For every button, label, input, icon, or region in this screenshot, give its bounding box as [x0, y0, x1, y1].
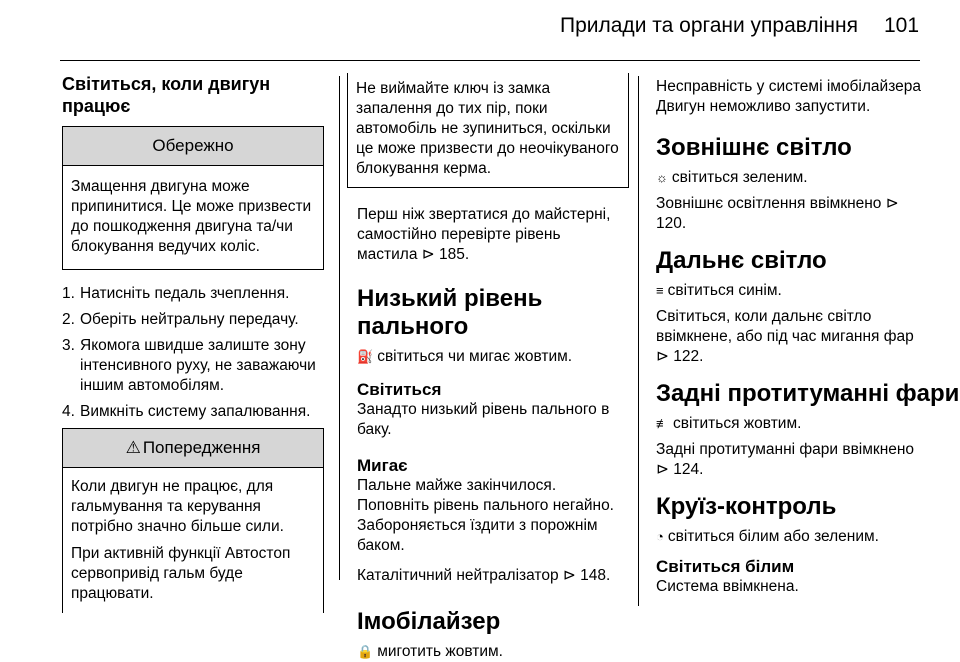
exterior-light-line: ☼ світиться зеленим. [656, 169, 808, 186]
caution-title: Обережно [63, 127, 323, 166]
section-heading-low-fuel: Низький рівень пального [357, 285, 543, 340]
caution-body [63, 166, 323, 269]
exterior-light-text: Зовнішнє освітлення ввімкнено ⊳ 120. [656, 195, 899, 232]
flashing-text: Пальне майже закінчилося. Поповніть рівень пального негайно. Забороняється їздити з порожнім баком. [357, 477, 614, 554]
lit-text: Занадто низький рівень пального в баку. [357, 401, 610, 438]
column-divider-1 [339, 76, 340, 580]
section-heading-immobiliser: Імобілайзер [357, 608, 501, 635]
warning-header [63, 429, 323, 468]
column-1 [62, 73, 324, 613]
list-item: 1. Натисніть педаль зчеплення. [62, 285, 290, 302]
high-beam-text: Світиться, коли дальнє світло ввімкнене, або під час мигання фар ⊳ 122. [656, 308, 914, 365]
low-fuel-line: ⛽ світиться чи мигає жовтим. [357, 348, 573, 365]
exterior-light-icon: ☼ [656, 170, 668, 185]
column-2 [357, 73, 625, 662]
section-heading-rear-fog: Задні протитуманні фари [656, 380, 960, 407]
caution-box [62, 126, 324, 270]
catalyst-link: Каталітичний нейтралізатор ⊳ 148. [357, 567, 611, 584]
high-beam-line: ≡ світиться синім. [656, 282, 782, 299]
section-heading-exterior-light: Зовнішнє світло [656, 134, 852, 161]
rear-fog-line: ≢ світиться жовтим. [656, 415, 802, 432]
steps-list [62, 284, 324, 422]
column-divider-2 [638, 76, 639, 606]
warning-body [63, 468, 323, 613]
subheading-lit-white: Світиться білим [656, 557, 795, 576]
header-rule [60, 60, 920, 61]
column-3 [656, 73, 960, 597]
warning-box-continued [347, 73, 629, 188]
subheading-flashing: Мигає [357, 456, 408, 475]
rear-fog-icon: ≢ [656, 416, 669, 431]
warning-text-2: При активній функції Автостоп сервопривід гальм буде працювати. [71, 545, 291, 602]
warning-continued-text: Не виймайте ключ із замка запалення до тих пір, поки автомобіль не зупиниться, оскільки це може призвести до неочікуваного блокування керма. [356, 80, 619, 177]
warning-text-1: Коли двигун не працює, для гальмування та керування потрібно значно більше сили. [71, 478, 284, 535]
list-item: 4. Вимкніть систему запалювання. [62, 403, 311, 420]
section-heading-high-beam: Дальнє світло [656, 247, 827, 274]
section-heading-engine-running: Світиться, коли двигун працює [62, 74, 271, 116]
list-item: 3. Якомога швидше залиште зону інтенсивного руху, не заважаючи іншим автомобілям. [62, 337, 316, 394]
warning-box [62, 428, 324, 613]
rear-fog-text: Задні протитуманні фари ввімкнено ⊳ 124. [656, 441, 915, 478]
high-beam-icon: ≡ [656, 283, 664, 298]
car-lock-icon: 🔒 [357, 644, 374, 659]
header-title: Прилади та органи управління [560, 14, 858, 37]
warning-title: Попередження [142, 438, 261, 457]
immobiliser-line: 🔒 миготить жовтим. [357, 643, 503, 660]
caution-text: Змащення двигуна може припинитися. Це може призвести до пошкодження двигуна та/чи блокування ведучих коліс. [71, 178, 312, 255]
warning-triangle-icon: ⚠ [125, 438, 141, 457]
section-heading-cruise-control: Круїз-контроль [656, 493, 837, 520]
cruise-white-text: Система ввімкнена. [656, 578, 799, 595]
immobiliser-fault-text: Несправність у системі імобілайзера Двигун неможливо запустити. [656, 78, 921, 115]
subheading-lit: Світиться [357, 380, 442, 399]
cruise-control-line: ◔ світиться білим або зеленим. [656, 528, 879, 545]
oil-check-text: Перш ніж звертатися до майстерні, самостійно перевірте рівень мастила ⊳ 185. [357, 206, 611, 263]
fuel-icon: ⛽ [357, 349, 374, 364]
page-number: 101 [884, 14, 920, 37]
cruise-control-icon: ◔ [656, 529, 664, 544]
list-item: 2. Оберіть нейтральну передачу. [62, 311, 299, 328]
